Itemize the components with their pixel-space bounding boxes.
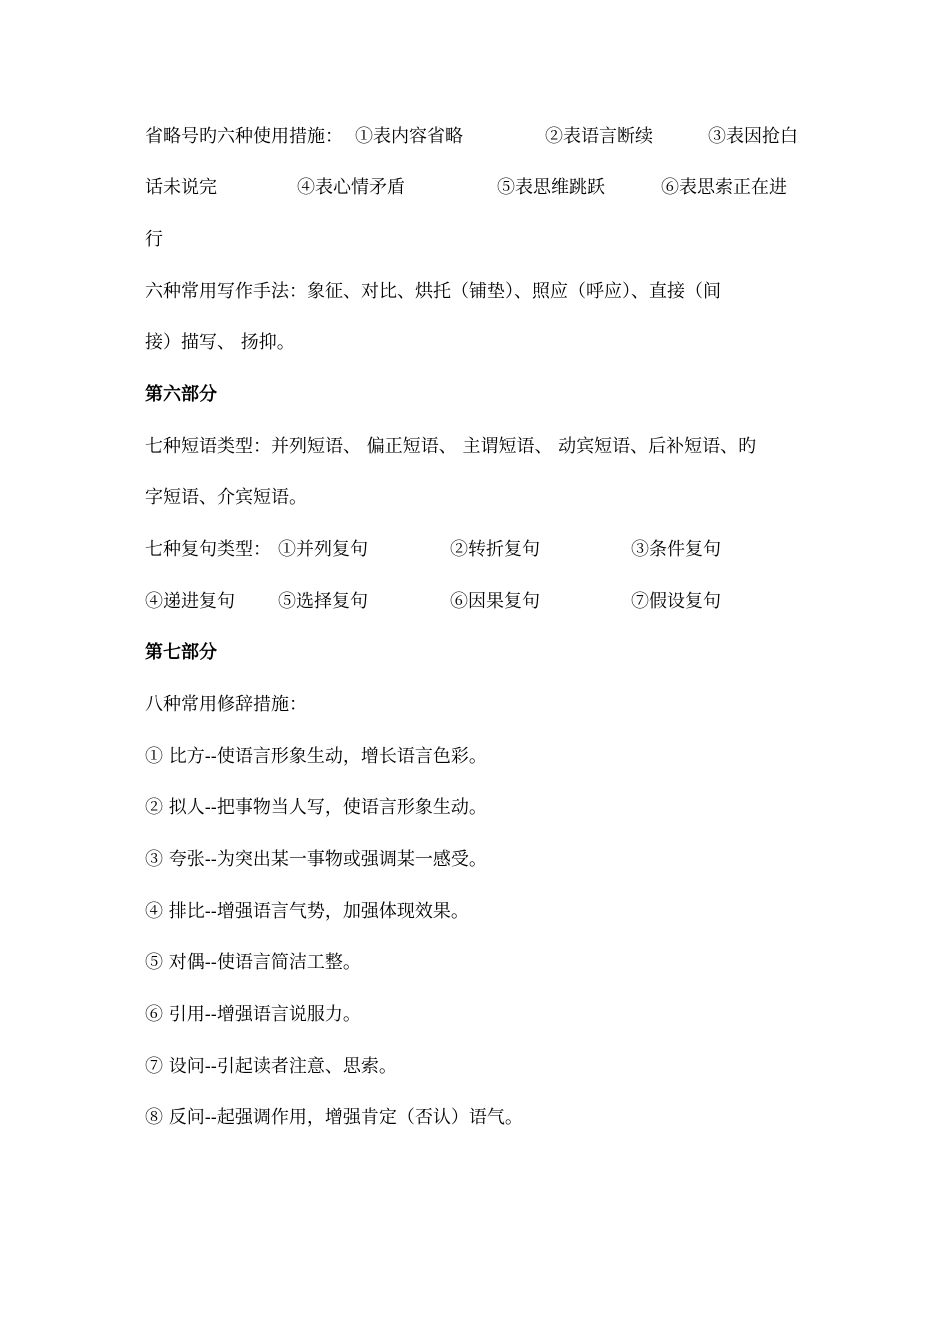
complex-item-6: ⑥因果复句: [450, 591, 540, 612]
rhetoric-item: ② 拟人--把事物当人写，使语言形象生动。: [145, 797, 487, 818]
ellipsis-line-2: [145, 173, 825, 203]
complex-item-1: ①并列复句: [278, 539, 368, 560]
rhetoric-item: ③ 夸张--为突出某一事物或强调某一感受。: [145, 849, 487, 870]
ellipsis-intro: 省略号旳六种使用措施：: [145, 126, 343, 147]
complex-intro: 七种复句类型：: [145, 539, 271, 560]
ellipsis-item-4: ④表心情矛盾: [297, 177, 405, 198]
ellipsis-item-3: ③表因抢白: [708, 126, 798, 147]
rhetoric-item: ⑦ 设问--引起读者注意、思索。: [145, 1056, 397, 1077]
complex-line-2: [145, 587, 825, 617]
writing-line-1: 六种常用写作手法：象征、对比、烘托（铺垫）、照应（呼应）、直接（间: [145, 281, 721, 302]
complex-item-4: ④递进复句: [145, 591, 235, 612]
ellipsis-line-3: [145, 225, 163, 255]
ellipsis-item-1: ①表内容省略: [355, 126, 463, 147]
phrase-line-2: 字短语、介宾短语。: [145, 487, 307, 508]
rhetoric-intro: 八种常用修辞措施：: [145, 694, 307, 715]
phrase-line-1: 七种短语类型：并列短语、 偏正短语、 主谓短语、 动宾短语、后补短语、旳: [145, 436, 757, 457]
part6-heading: 第六部分: [145, 384, 217, 405]
complex-item-5: ⑤选择复句: [278, 591, 368, 612]
ellipsis-item-6: ⑥表思索正在进: [661, 177, 787, 198]
writing-line-2: 接）描写、 扬抑。: [145, 332, 295, 353]
complex-item-7: ⑦假设复句: [631, 591, 721, 612]
ellipsis-line-1: [145, 122, 825, 152]
rhetoric-item: ④ 排比--增强语言气势，加强体现效果。: [145, 901, 469, 922]
ellipsis-item-3-cont: 话未说完: [145, 177, 217, 198]
ellipsis-item-6-cont: 行: [145, 229, 163, 250]
complex-item-2: ②转折复句: [450, 539, 540, 560]
rhetoric-item: ① 比方--使语言形象生动，增长语言色彩。: [145, 746, 487, 767]
part7-heading: 第七部分: [145, 642, 217, 663]
complex-item-3: ③条件复句: [631, 539, 721, 560]
ellipsis-item-5: ⑤表思维跳跃: [497, 177, 605, 198]
ellipsis-item-2: ②表语言断续: [545, 126, 653, 147]
complex-line-1: [145, 535, 825, 565]
rhetoric-item: ⑧ 反问--起强调作用，增强肯定（否认）语气。: [145, 1107, 523, 1128]
rhetoric-item: ⑤ 对偶--使语言简洁工整。: [145, 952, 361, 973]
rhetoric-item: ⑥ 引用--增强语言说服力。: [145, 1004, 361, 1025]
